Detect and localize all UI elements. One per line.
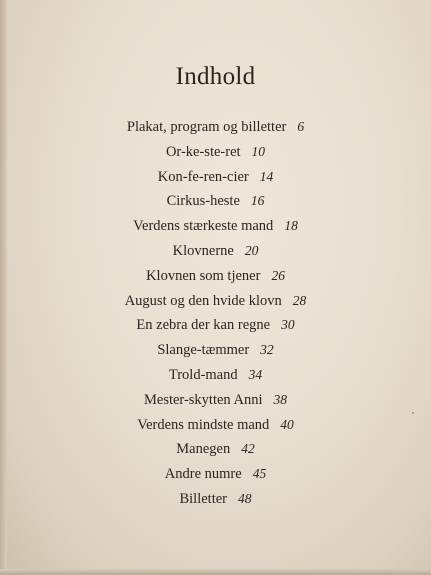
page-title: Indhold xyxy=(175,63,256,90)
toc-entry-title: Klovnen som tjener xyxy=(146,267,261,284)
toc-entry xyxy=(0,290,431,315)
toc-entry-page: 45 xyxy=(252,466,267,482)
toc-entry-title: Mester-skytten Anni xyxy=(143,391,263,408)
toc-entry-page: 48 xyxy=(238,490,252,506)
toc-entry-title: Klovnerne xyxy=(172,242,234,259)
toc-entry-title: August og den hvide klovn xyxy=(124,292,282,309)
toc-entry-page: 20 xyxy=(244,242,259,258)
toc-entry-title: Slange-tæmmer xyxy=(157,342,250,359)
toc-entry xyxy=(0,314,431,339)
toc-entry xyxy=(0,364,431,389)
toc-entry-title: Billetter xyxy=(179,490,227,507)
toc-entry-page: 18 xyxy=(284,218,298,234)
toc-entry-title: Cirkus-heste xyxy=(166,193,240,210)
toc-entry-title: Andre numre xyxy=(164,466,242,483)
toc-entry xyxy=(0,488,431,513)
toc-entry xyxy=(0,339,431,364)
page-edge-bottom xyxy=(0,569,431,575)
toc-entry-page: 38 xyxy=(273,391,287,407)
toc-entry-page: 28 xyxy=(292,292,307,308)
toc-entry-page: 10 xyxy=(251,143,266,159)
toc-entry-title: Kon-fe-ren-cier xyxy=(157,168,249,185)
toc-entry-page: 26 xyxy=(271,267,285,283)
toc-entry xyxy=(0,190,431,215)
toc-entry-page: 32 xyxy=(260,342,274,358)
table-of-contents xyxy=(0,116,431,513)
toc-entry-page: 40 xyxy=(280,416,294,432)
toc-entry xyxy=(0,215,431,240)
toc-entry-title: Trold-mand xyxy=(168,366,238,383)
toc-entry xyxy=(0,240,431,265)
toc-entry-title: Verdens stærkeste mand xyxy=(133,218,274,235)
toc-entry xyxy=(0,116,431,141)
toc-entry xyxy=(0,141,431,166)
toc-entry xyxy=(0,166,431,191)
toc-entry-title: Verdens mindste mand xyxy=(137,416,270,433)
toc-entry-page: 30 xyxy=(281,317,295,333)
toc-entry-title: Manegen xyxy=(176,441,231,458)
toc-entry-title: Or-ke-ste-ret xyxy=(165,143,241,160)
toc-entry xyxy=(0,463,431,488)
toc-entry xyxy=(0,414,431,439)
toc-entry-title: Plakat, program og billetter xyxy=(126,119,287,135)
toc-entry-page: 16 xyxy=(250,193,265,209)
toc-entry-page: 14 xyxy=(259,168,274,184)
toc-entry xyxy=(0,265,431,290)
toc-entry-page: 6 xyxy=(297,119,305,134)
toc-entry-title: En zebra der kan regne xyxy=(136,317,271,334)
toc-entry-page: 34 xyxy=(248,366,263,382)
toc-entry-page: 42 xyxy=(241,441,255,457)
toc-entry xyxy=(0,438,431,463)
toc-entry xyxy=(0,389,431,414)
